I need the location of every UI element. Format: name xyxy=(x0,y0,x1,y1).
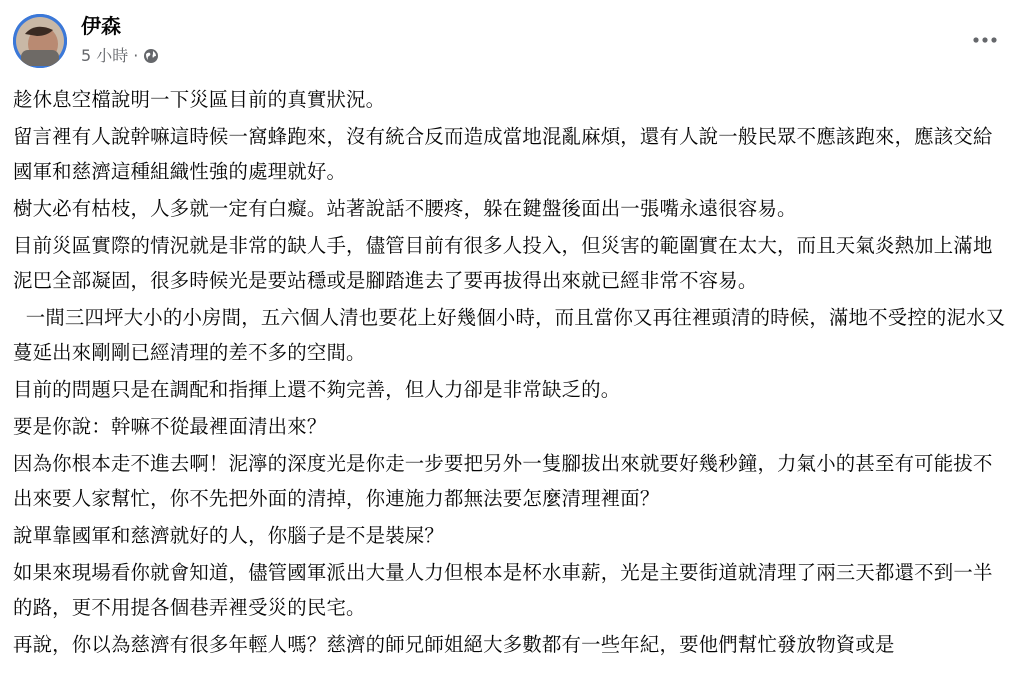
post-paragraph: 一間三四坪大小的小房間，五六個人清也要花上好幾個小時，而且當你又再往裡頭清的時候，滿地不受控的泥水又蔓延出來剛剛已經清理的差不多的空間。 xyxy=(13,306,1006,364)
post-paragraph: 要是你說：幹嘛不從最裡面清出來？ xyxy=(13,415,327,438)
post-timestamp[interactable]: 5 小時 xyxy=(81,46,129,65)
post-paragraph: 因為你根本走不進去啊！泥濘的深度光是你走一步要把另外一隻腳拔出來就要好幾秒鐘，力氣小的甚至有可能拔不出來要人家幫忙，你不先把外面的清掉，你連施力都無法要怎麼清理裡面？ xyxy=(13,452,993,510)
post-paragraph: 樹大必有枯枝，人多就一定有白癡。站著說話不腰疼，躲在鍵盤後面出一張嘴永遠很容易。 xyxy=(13,197,797,220)
post-meta xyxy=(81,45,159,67)
avatar[interactable] xyxy=(13,14,67,68)
post-paragraph: 目前的問題只是在調配和指揮上還不夠完善，但人力卻是非常缺乏的。 xyxy=(13,378,621,401)
post-header xyxy=(0,0,1024,80)
post-paragraph: 趁休息空檔說明一下災區目前的真實狀況。 xyxy=(13,88,386,111)
more-options-icon xyxy=(972,36,998,44)
post-body xyxy=(13,82,1011,664)
post-paragraph: 如果來現場看你就會知道，儘管國軍派出大量人力但根本是杯水車薪，光是主要街道就清理了兩三天都還不到一半的路，更不用提各個巷弄裡受災的民宅。 xyxy=(13,561,993,619)
separator: · xyxy=(133,46,139,65)
author-name[interactable]: 伊森 xyxy=(81,14,121,38)
post-paragraph: 再說，你以為慈濟有很多年輕人嗎？慈濟的師兄師姐絕大多數都有一些年紀，要他們幫忙發放物資或是 xyxy=(13,633,895,656)
post-paragraph: 目前災區實際的情況就是非常的缺人手，儘管目前有很多人投入，但災害的範圍實在太大，而且天氣炎熱加上滿地泥巴全部凝固，很多時候光是要站穩或是腳踏進去了要再拔得出來就已經非常不容易。 xyxy=(13,234,993,292)
profile-photo-icon xyxy=(13,14,67,68)
globe-icon[interactable] xyxy=(143,48,159,64)
post-paragraph: 留言裡有人說幹嘛這時候一窩蜂跑來，沒有統合反而造成當地混亂麻煩，還有人說一般民眾不應該跑來，應該交給國軍和慈濟這種組織性強的處理就好。 xyxy=(13,125,993,183)
more-options-button[interactable] xyxy=(968,26,1002,54)
post-paragraph: 說單靠國軍和慈濟就好的人，你腦子是不是裝屎？ xyxy=(13,524,444,547)
